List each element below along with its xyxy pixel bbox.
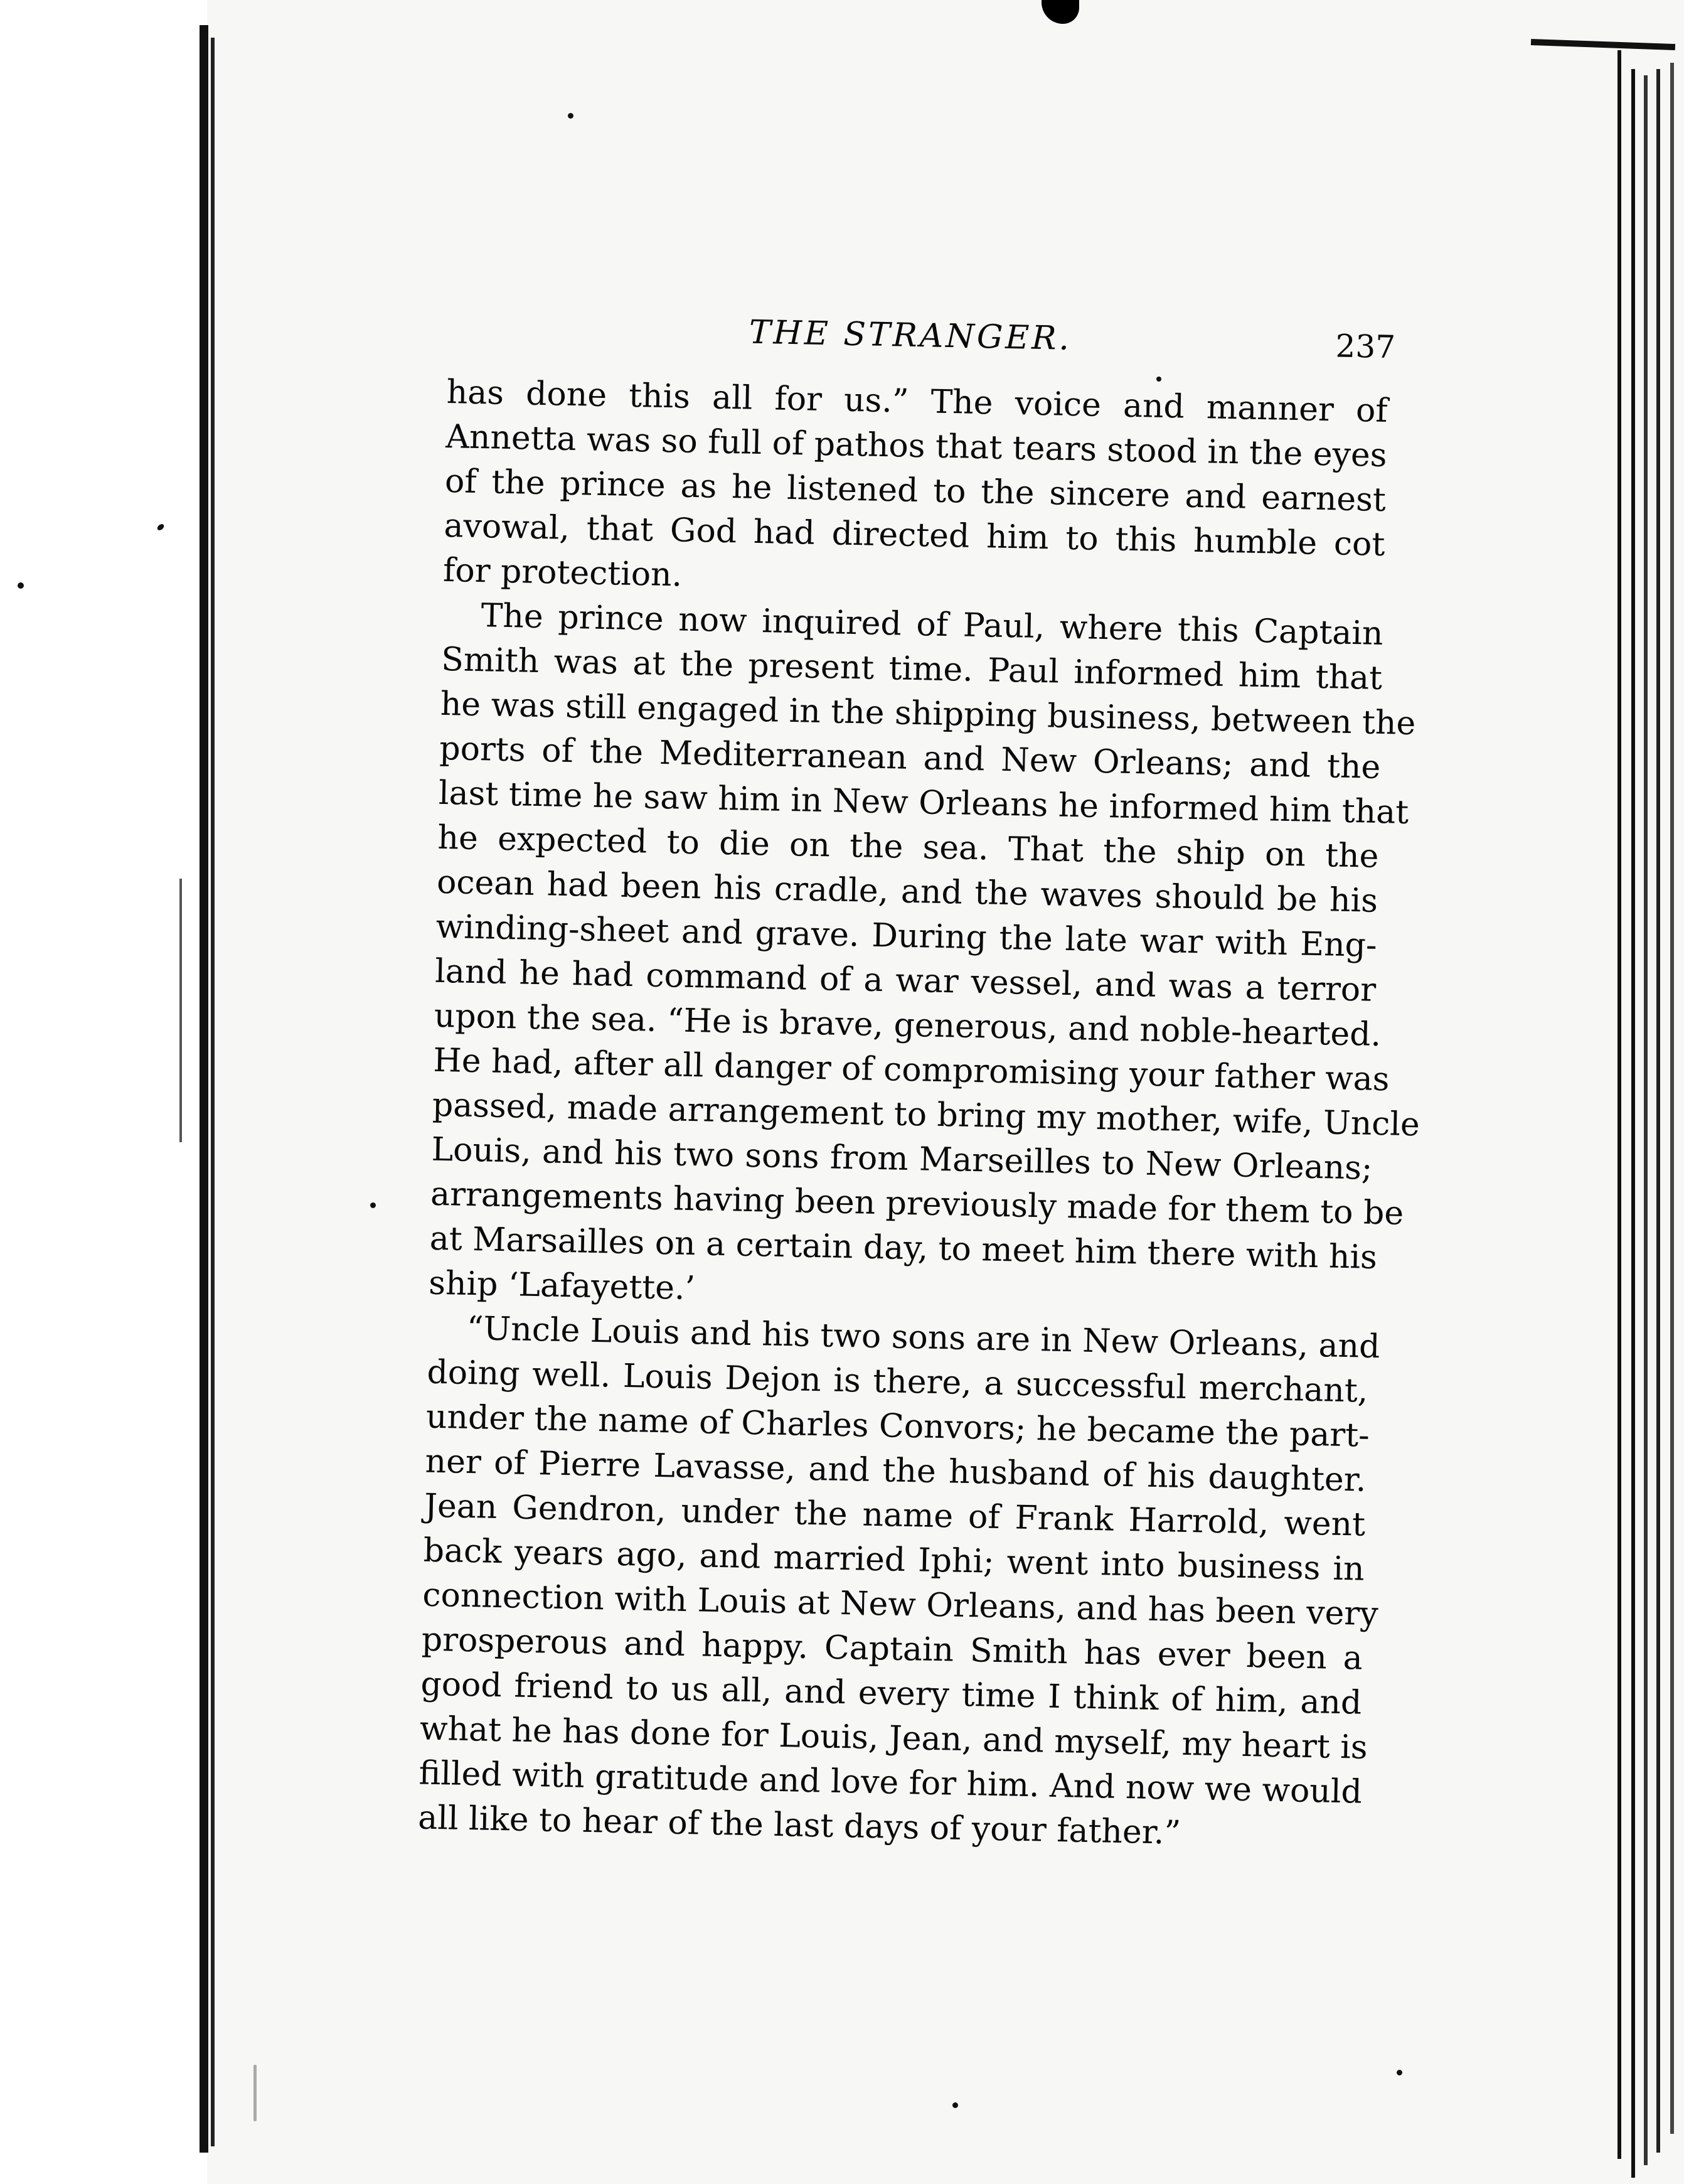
paragraph (442, 370, 1388, 612)
text-line: “Uncle Louis and his two sons are in New Orleans, and (466, 1309, 1381, 1366)
text-line: passed, made arrangement to bring my mother, wife, Uncle (432, 1086, 1420, 1144)
text-line: winding-sheet and grave. During the late war with Eng- (435, 907, 1378, 965)
text-line: what he has done for Louis, Jean, and myself, my heart is (419, 1710, 1368, 1767)
text-line: The prince now inquired of Paul, where this Captain (481, 597, 1384, 653)
text-line: Jean Gendron, under the name of Frank Harrold, went (424, 1487, 1366, 1544)
text-line: he expected to die on the sea. That the ship on the (437, 818, 1379, 875)
text-line: ner of Pierre Lavasse, and the husband of his daughter. (425, 1442, 1367, 1499)
binding-shadow (179, 879, 182, 1142)
text-line: he was still engaged in the shipping business, between the (440, 685, 1416, 743)
text-line: doing well. Louis Dejon is there, a successful merchant, (426, 1353, 1368, 1410)
scan-speck (370, 1202, 376, 1208)
text-line: He had, after all danger of compromising your father was (432, 1041, 1390, 1099)
scan-speck (568, 113, 573, 119)
text-line: under the name of Charles Convors; he became the part- (425, 1398, 1370, 1455)
binding-edge (200, 25, 208, 2153)
text-line: ocean had been his cradle, and the waves should be his (436, 863, 1378, 920)
scan-speck (18, 582, 24, 589)
text-line: Smith was at the present time. Paul informed him that (440, 640, 1383, 697)
text-line: prosperous and happy. Captain Smith has ever been a (421, 1620, 1363, 1678)
text-line: upon the sea. “He is brave, generous, and noble-hearted. (434, 997, 1382, 1054)
text-line: avowal, that God had directed him to this humble cot (444, 506, 1385, 564)
binding-edge-inner (211, 38, 215, 2146)
text-line: filled with gratitude and love for him. And now we would (418, 1754, 1363, 1811)
scan-speck (1397, 2070, 1402, 2075)
page-stack-edge (1617, 50, 1621, 2159)
scan-artifact (1042, 0, 1079, 24)
text-line: last time he saw him in New Orleans he informed him that (438, 774, 1409, 832)
text-line: good friend to us all, and every time I think of him, and (420, 1665, 1362, 1722)
text-line: at Marsailles on a certain day, to meet him there with his (429, 1219, 1378, 1277)
running-title: THE STRANGER. (749, 313, 1072, 358)
page-stack-top-edge (1531, 39, 1675, 50)
text-line: arrangements having been previously made for them to be (430, 1175, 1404, 1233)
page-stack-edge (1670, 63, 1674, 2134)
text-line: land he had command of a war vessel, and was a terror (434, 952, 1377, 1009)
text-line: for protection. (442, 551, 683, 594)
text-line: Louis, and his two sons from Marseilles to New Orleans; (431, 1130, 1373, 1187)
scan-speck (952, 2102, 958, 2108)
left-gutter (0, 0, 207, 2184)
text-line: back years ago, and married Iphi; went into business in (423, 1531, 1365, 1588)
book-page-text (417, 295, 1420, 1860)
paragraph (417, 1306, 1381, 1860)
paragraph (428, 593, 1420, 1325)
text-line: connection with Louis at New Orleans, and has been very (422, 1576, 1379, 1634)
page-stack-edge (1631, 69, 1635, 2178)
page-stack-edge (1656, 69, 1660, 2153)
text-line: ship ‘Lafayette.’ (428, 1264, 696, 1308)
text-line: has done this all for us.” The voice and manner of (446, 373, 1388, 431)
text-line: all like to hear of the last days of your father.” (417, 1799, 1181, 1852)
text-line: ports of the Mediterranean and New Orleans; and the (439, 729, 1381, 786)
page-stack-edge (1644, 75, 1648, 2165)
text-line: of the prince as he listened to the sincere and earnest (444, 462, 1387, 520)
scan-speck (253, 2065, 257, 2121)
text-line: Annetta was so full of pathos that tears stood in the eyes (445, 417, 1387, 475)
page-number: 237 (1335, 328, 1396, 366)
